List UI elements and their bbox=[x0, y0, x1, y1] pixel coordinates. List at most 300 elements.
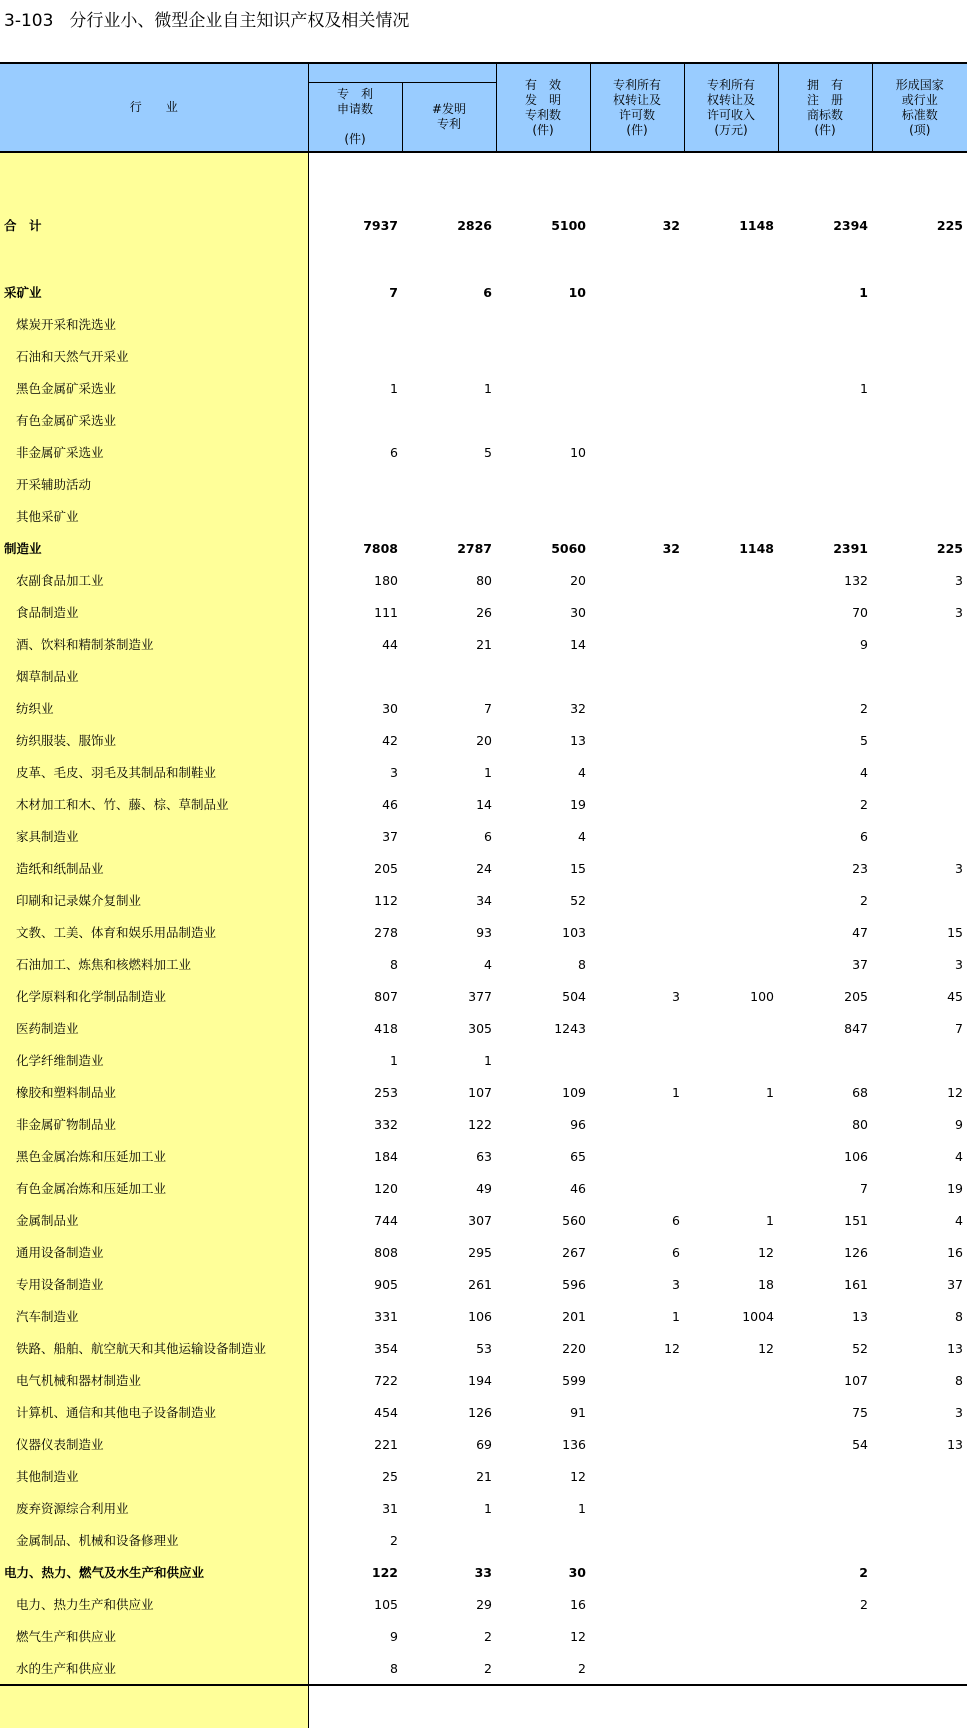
spacer-cell bbox=[308, 250, 402, 276]
row-label: 化学纤维制造业 bbox=[0, 1044, 308, 1076]
row-value: 354 bbox=[308, 1332, 402, 1364]
row-value: 295 bbox=[402, 1236, 496, 1268]
row-value bbox=[684, 276, 778, 308]
row-value bbox=[590, 436, 684, 468]
row-value bbox=[590, 596, 684, 628]
header-line: 商标数 bbox=[779, 108, 872, 123]
row-value bbox=[590, 564, 684, 596]
table-row bbox=[0, 200, 967, 250]
row-value bbox=[684, 308, 778, 340]
row-value bbox=[590, 1652, 684, 1684]
row-value bbox=[684, 788, 778, 820]
spacer-row bbox=[0, 250, 967, 276]
row-value bbox=[496, 660, 590, 692]
row-value bbox=[778, 1460, 872, 1492]
row-value: 1 bbox=[402, 756, 496, 788]
row-value bbox=[402, 500, 496, 532]
row-value bbox=[684, 1012, 778, 1044]
row-value: 32 bbox=[590, 532, 684, 564]
row-value: 1 bbox=[402, 1044, 496, 1076]
row-value: 13 bbox=[872, 1428, 967, 1460]
row-value: 6 bbox=[402, 276, 496, 308]
header-line: (件) bbox=[779, 123, 872, 138]
row-value: 122 bbox=[402, 1108, 496, 1140]
row-value bbox=[872, 1588, 967, 1620]
row-value: 80 bbox=[778, 1108, 872, 1140]
row-value bbox=[872, 1652, 967, 1684]
row-value: 70 bbox=[778, 596, 872, 628]
row-value bbox=[496, 1044, 590, 1076]
table-row bbox=[0, 1236, 967, 1268]
row-value: 205 bbox=[778, 980, 872, 1012]
row-label: 石油加工、炼焦和核燃料加工业 bbox=[0, 948, 308, 980]
row-value: 52 bbox=[778, 1332, 872, 1364]
row-value: 46 bbox=[308, 788, 402, 820]
row-value bbox=[684, 1364, 778, 1396]
row-label: 燃气生产和供应业 bbox=[0, 1620, 308, 1652]
table-row bbox=[0, 1012, 967, 1044]
row-value bbox=[684, 1172, 778, 1204]
row-value: 4 bbox=[872, 1140, 967, 1172]
row-value: 91 bbox=[496, 1396, 590, 1428]
row-value: 8 bbox=[872, 1300, 967, 1332]
row-value: 106 bbox=[402, 1300, 496, 1332]
row-value bbox=[590, 1620, 684, 1652]
row-value: 2787 bbox=[402, 532, 496, 564]
row-value: 69 bbox=[402, 1428, 496, 1460]
row-value: 63 bbox=[402, 1140, 496, 1172]
row-value: 722 bbox=[308, 1364, 402, 1396]
header-line: 拥 有 bbox=[779, 78, 872, 93]
row-value: 7808 bbox=[308, 532, 402, 564]
spacer-cell bbox=[778, 1684, 872, 1728]
header-patent-apps-top bbox=[308, 64, 496, 83]
row-value: 19 bbox=[496, 788, 590, 820]
spacer-cell bbox=[684, 153, 778, 200]
spacer-cell bbox=[496, 153, 590, 200]
spacer-cell bbox=[308, 153, 402, 200]
table-row bbox=[0, 884, 967, 916]
header-trademarks bbox=[778, 64, 872, 152]
row-value: 103 bbox=[496, 916, 590, 948]
header-line: 专利 bbox=[403, 117, 496, 132]
spacer-cell bbox=[778, 153, 872, 200]
spacer-cell bbox=[308, 1684, 402, 1728]
row-value: 21 bbox=[402, 1460, 496, 1492]
row-value: 68 bbox=[778, 1076, 872, 1108]
row-value: 261 bbox=[402, 1268, 496, 1300]
table-row bbox=[0, 340, 967, 372]
row-value bbox=[872, 1556, 967, 1588]
row-value: 2 bbox=[496, 1652, 590, 1684]
row-value: 21 bbox=[402, 628, 496, 660]
header-line: 标准数 bbox=[873, 108, 967, 123]
row-value: 7 bbox=[778, 1172, 872, 1204]
row-value: 10 bbox=[496, 276, 590, 308]
header-line: 专利数 bbox=[497, 108, 590, 123]
table-row bbox=[0, 1364, 967, 1396]
row-value bbox=[590, 724, 684, 756]
row-value: 599 bbox=[496, 1364, 590, 1396]
row-value: 126 bbox=[778, 1236, 872, 1268]
row-label: 非金属矿物制品业 bbox=[0, 1108, 308, 1140]
row-value: 2 bbox=[778, 884, 872, 916]
row-value: 504 bbox=[496, 980, 590, 1012]
row-value bbox=[872, 500, 967, 532]
row-value: 1243 bbox=[496, 1012, 590, 1044]
row-label: 黑色金属矿采选业 bbox=[0, 372, 308, 404]
row-label: 制造业 bbox=[0, 532, 308, 564]
row-value: 2 bbox=[308, 1524, 402, 1556]
row-value: 220 bbox=[496, 1332, 590, 1364]
table-row bbox=[0, 1524, 967, 1556]
row-value: 105 bbox=[308, 1588, 402, 1620]
table-row bbox=[0, 1300, 967, 1332]
row-value bbox=[590, 1428, 684, 1460]
row-value bbox=[778, 1652, 872, 1684]
row-value: 37 bbox=[778, 948, 872, 980]
row-value bbox=[402, 308, 496, 340]
spacer-cell bbox=[496, 1684, 590, 1728]
row-value bbox=[684, 852, 778, 884]
header-valid-invention bbox=[496, 64, 590, 152]
row-value bbox=[402, 660, 496, 692]
row-value bbox=[872, 724, 967, 756]
row-value: 267 bbox=[496, 1236, 590, 1268]
header-line: 注 册 bbox=[779, 93, 872, 108]
table-row bbox=[0, 948, 967, 980]
row-value bbox=[496, 1524, 590, 1556]
row-value bbox=[590, 1556, 684, 1588]
header-transfer-income bbox=[684, 64, 778, 152]
row-value: 8 bbox=[308, 948, 402, 980]
row-value: 12 bbox=[872, 1076, 967, 1108]
row-value: 54 bbox=[778, 1428, 872, 1460]
row-value: 3 bbox=[872, 1396, 967, 1428]
row-value bbox=[778, 1620, 872, 1652]
header-standards bbox=[872, 64, 967, 152]
row-value bbox=[590, 340, 684, 372]
row-value: 107 bbox=[778, 1364, 872, 1396]
row-value: 5 bbox=[402, 436, 496, 468]
row-value bbox=[496, 340, 590, 372]
row-value: 201 bbox=[496, 1300, 590, 1332]
row-value bbox=[778, 1044, 872, 1076]
row-label: 医药制造业 bbox=[0, 1012, 308, 1044]
row-value bbox=[590, 788, 684, 820]
row-value bbox=[590, 628, 684, 660]
row-value: 126 bbox=[402, 1396, 496, 1428]
table-title bbox=[4, 6, 409, 31]
header-line: 专 利 bbox=[309, 87, 402, 102]
row-value bbox=[590, 820, 684, 852]
row-value: 1 bbox=[402, 372, 496, 404]
row-value: 19 bbox=[872, 1172, 967, 1204]
row-value: 180 bbox=[308, 564, 402, 596]
table-row bbox=[0, 1172, 967, 1204]
header-patent-apps bbox=[308, 83, 402, 153]
row-value bbox=[684, 340, 778, 372]
row-value bbox=[402, 1524, 496, 1556]
row-label: 印刷和记录媒介复制业 bbox=[0, 884, 308, 916]
row-value: 2 bbox=[778, 1588, 872, 1620]
row-value bbox=[778, 500, 872, 532]
row-label: 采矿业 bbox=[0, 276, 308, 308]
table-row bbox=[0, 916, 967, 948]
row-value: 2 bbox=[778, 1556, 872, 1588]
row-value: 7 bbox=[402, 692, 496, 724]
table-row bbox=[0, 1076, 967, 1108]
row-value: 9 bbox=[872, 1108, 967, 1140]
row-label: 合 计 bbox=[0, 200, 308, 250]
row-label: 化学原料和化学制品制造业 bbox=[0, 980, 308, 1012]
table-title-text: 分行业小、微型企业自主知识产权及相关情况 bbox=[69, 11, 409, 31]
row-label: 其他制造业 bbox=[0, 1460, 308, 1492]
row-value: 30 bbox=[308, 692, 402, 724]
row-value bbox=[872, 308, 967, 340]
table-row bbox=[0, 1652, 967, 1684]
spacer-cell bbox=[778, 250, 872, 276]
row-value: 93 bbox=[402, 916, 496, 948]
row-value bbox=[872, 340, 967, 372]
table-row bbox=[0, 1492, 967, 1524]
row-value: 9 bbox=[778, 628, 872, 660]
header-line: 许可收入 bbox=[685, 108, 778, 123]
row-value: 34 bbox=[402, 884, 496, 916]
row-value bbox=[872, 692, 967, 724]
row-value bbox=[590, 756, 684, 788]
header-line: 权转让及 bbox=[685, 93, 778, 108]
row-value bbox=[308, 340, 402, 372]
row-label: 黑色金属冶炼和压延加工业 bbox=[0, 1140, 308, 1172]
row-value: 44 bbox=[308, 628, 402, 660]
row-label: 金属制品、机械和设备修理业 bbox=[0, 1524, 308, 1556]
row-value bbox=[778, 468, 872, 500]
row-label: 造纸和纸制品业 bbox=[0, 852, 308, 884]
row-value: 1 bbox=[308, 1044, 402, 1076]
header-line: (件) bbox=[309, 132, 402, 147]
row-value: 13 bbox=[778, 1300, 872, 1332]
row-value: 4 bbox=[496, 820, 590, 852]
row-value bbox=[684, 1396, 778, 1428]
row-value bbox=[872, 1524, 967, 1556]
table-row bbox=[0, 1140, 967, 1172]
spacer-row bbox=[0, 153, 967, 200]
table-row bbox=[0, 468, 967, 500]
row-value: 808 bbox=[308, 1236, 402, 1268]
row-value bbox=[684, 1108, 778, 1140]
row-value: 14 bbox=[402, 788, 496, 820]
row-value: 1 bbox=[308, 372, 402, 404]
row-value bbox=[308, 660, 402, 692]
row-label: 电力、热力、燃气及水生产和供应业 bbox=[0, 1556, 308, 1588]
row-value: 14 bbox=[496, 628, 590, 660]
row-value bbox=[872, 1620, 967, 1652]
row-value: 31 bbox=[308, 1492, 402, 1524]
row-value: 2394 bbox=[778, 200, 872, 250]
row-value: 744 bbox=[308, 1204, 402, 1236]
table-row bbox=[0, 1396, 967, 1428]
row-label: 计算机、通信和其他电子设备制造业 bbox=[0, 1396, 308, 1428]
row-value: 6 bbox=[308, 436, 402, 468]
spacer-cell bbox=[684, 250, 778, 276]
row-label: 仪器仪表制造业 bbox=[0, 1428, 308, 1460]
header-line: (项) bbox=[873, 123, 967, 138]
row-value: 1 bbox=[590, 1076, 684, 1108]
row-value: 80 bbox=[402, 564, 496, 596]
row-value: 53 bbox=[402, 1332, 496, 1364]
row-value: 2 bbox=[402, 1652, 496, 1684]
row-value bbox=[402, 340, 496, 372]
row-value: 307 bbox=[402, 1204, 496, 1236]
row-value: 3 bbox=[872, 948, 967, 980]
row-value bbox=[684, 1460, 778, 1492]
row-value bbox=[684, 1044, 778, 1076]
row-value bbox=[496, 404, 590, 436]
table-row bbox=[0, 404, 967, 436]
row-value bbox=[778, 436, 872, 468]
row-value bbox=[872, 276, 967, 308]
row-value: 32 bbox=[496, 692, 590, 724]
row-value: 847 bbox=[778, 1012, 872, 1044]
header-industry: 行 业 bbox=[0, 64, 308, 152]
row-value bbox=[590, 1460, 684, 1492]
row-value: 107 bbox=[402, 1076, 496, 1108]
row-value: 37 bbox=[872, 1268, 967, 1300]
row-value: 1 bbox=[496, 1492, 590, 1524]
row-value: 305 bbox=[402, 1012, 496, 1044]
row-value bbox=[684, 436, 778, 468]
row-value: 12 bbox=[684, 1332, 778, 1364]
row-value bbox=[872, 436, 967, 468]
row-value: 332 bbox=[308, 1108, 402, 1140]
row-value bbox=[872, 820, 967, 852]
spacer-cell bbox=[0, 1684, 308, 1728]
row-value: 1 bbox=[684, 1204, 778, 1236]
row-value bbox=[872, 1044, 967, 1076]
row-value bbox=[872, 788, 967, 820]
row-value: 4 bbox=[778, 756, 872, 788]
row-value bbox=[684, 1556, 778, 1588]
row-value bbox=[684, 596, 778, 628]
row-value: 122 bbox=[308, 1556, 402, 1588]
row-value bbox=[590, 468, 684, 500]
row-value bbox=[590, 372, 684, 404]
row-value bbox=[590, 884, 684, 916]
row-value: 194 bbox=[402, 1364, 496, 1396]
row-value: 75 bbox=[778, 1396, 872, 1428]
row-label: 农副食品加工业 bbox=[0, 564, 308, 596]
row-value: 4 bbox=[872, 1204, 967, 1236]
table-row bbox=[0, 692, 967, 724]
row-value: 2826 bbox=[402, 200, 496, 250]
row-value: 12 bbox=[496, 1460, 590, 1492]
row-value bbox=[496, 468, 590, 500]
row-value: 32 bbox=[590, 200, 684, 250]
row-label: 酒、饮料和精制茶制造业 bbox=[0, 628, 308, 660]
row-value: 596 bbox=[496, 1268, 590, 1300]
table-row bbox=[0, 564, 967, 596]
row-value: 2 bbox=[778, 692, 872, 724]
row-label: 纺织服装、服饰业 bbox=[0, 724, 308, 756]
row-value bbox=[778, 308, 872, 340]
row-value: 1148 bbox=[684, 532, 778, 564]
row-value bbox=[496, 308, 590, 340]
row-value bbox=[590, 916, 684, 948]
table-row bbox=[0, 1268, 967, 1300]
row-label: 石油和天然气开采业 bbox=[0, 340, 308, 372]
row-value: 24 bbox=[402, 852, 496, 884]
row-label: 汽车制造业 bbox=[0, 1300, 308, 1332]
row-value bbox=[684, 1140, 778, 1172]
row-value: 10 bbox=[496, 436, 590, 468]
row-value: 42 bbox=[308, 724, 402, 756]
row-value bbox=[684, 564, 778, 596]
header-line: 专利所有 bbox=[685, 78, 778, 93]
row-value: 253 bbox=[308, 1076, 402, 1108]
row-value: 6 bbox=[778, 820, 872, 852]
row-value bbox=[590, 1140, 684, 1172]
row-label: 电气机械和器材制造业 bbox=[0, 1364, 308, 1396]
row-label: 金属制品业 bbox=[0, 1204, 308, 1236]
row-value: 12 bbox=[684, 1236, 778, 1268]
row-value: 109 bbox=[496, 1076, 590, 1108]
table-row bbox=[0, 308, 967, 340]
row-value bbox=[872, 372, 967, 404]
row-label: 通用设备制造业 bbox=[0, 1236, 308, 1268]
spacer-cell bbox=[872, 153, 967, 200]
spacer-cell bbox=[872, 250, 967, 276]
row-value bbox=[590, 1044, 684, 1076]
spacer-cell bbox=[872, 1684, 967, 1728]
row-value bbox=[590, 404, 684, 436]
row-label: 有色金属冶炼和压延加工业 bbox=[0, 1172, 308, 1204]
row-value: 26 bbox=[402, 596, 496, 628]
row-value: 25 bbox=[308, 1460, 402, 1492]
row-value bbox=[684, 692, 778, 724]
row-value bbox=[308, 500, 402, 532]
row-label: 文教、工美、体育和娱乐用品制造业 bbox=[0, 916, 308, 948]
row-value bbox=[872, 756, 967, 788]
row-value bbox=[590, 276, 684, 308]
row-value: 37 bbox=[308, 820, 402, 852]
table-row bbox=[0, 628, 967, 660]
row-value: 1 bbox=[778, 372, 872, 404]
row-value: 5060 bbox=[496, 532, 590, 564]
table-row bbox=[0, 724, 967, 756]
spacer-cell bbox=[590, 153, 684, 200]
row-value bbox=[684, 660, 778, 692]
row-value: 6 bbox=[590, 1204, 684, 1236]
row-value: 905 bbox=[308, 1268, 402, 1300]
bottom-rule bbox=[0, 1684, 967, 1686]
table-row bbox=[0, 1556, 967, 1588]
row-value bbox=[872, 404, 967, 436]
row-value: 111 bbox=[308, 596, 402, 628]
row-value bbox=[684, 884, 778, 916]
row-value bbox=[590, 1108, 684, 1140]
row-value: 3 bbox=[590, 1268, 684, 1300]
row-value: 16 bbox=[872, 1236, 967, 1268]
row-value: 560 bbox=[496, 1204, 590, 1236]
row-value bbox=[872, 628, 967, 660]
table-row bbox=[0, 980, 967, 1012]
row-value: 2 bbox=[778, 788, 872, 820]
row-value: 5100 bbox=[496, 200, 590, 250]
row-value bbox=[590, 308, 684, 340]
table-row bbox=[0, 852, 967, 884]
row-value: 225 bbox=[872, 532, 967, 564]
